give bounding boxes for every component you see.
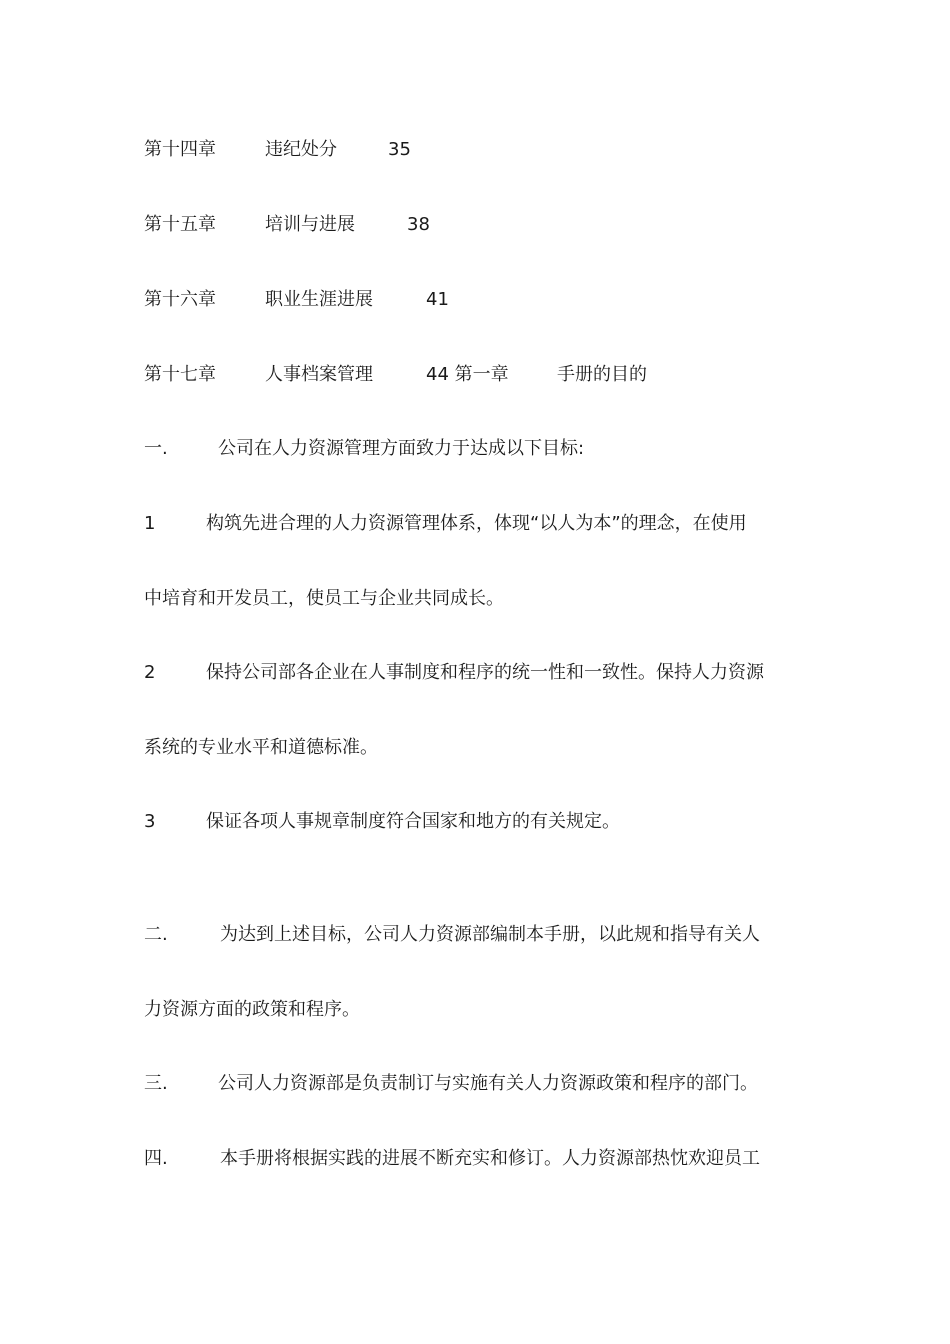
section-text: 为达到上述目标，公司人力资源部编制本手册，以此规和指导有关人 [220, 924, 760, 945]
item-text: 系统的专业水平和道德标准。 [144, 737, 378, 758]
toc-page: 44 第一章 [426, 364, 509, 385]
section-text: 本手册将根据实践的进展不断充实和修订。人力资源部热忱欢迎员工 [220, 1148, 760, 1169]
toc-page: 38 [407, 214, 430, 235]
toc-title: 违纪处分 [265, 139, 337, 160]
toc-title: 培训与进展 [265, 214, 355, 235]
item-text: 保持公司部各企业在人事制度和程序的统一性和一致性。保持人力资源 [206, 662, 764, 683]
toc-title: 职业生涯进展 [265, 289, 373, 310]
item-number: 2 [144, 662, 156, 683]
section-marker: 一. [144, 438, 168, 459]
toc-chapter: 第十五章 [144, 214, 216, 235]
toc-page: 35 [388, 139, 411, 160]
toc-chapter: 第十四章 [144, 139, 216, 160]
toc-chapter: 第十六章 [144, 289, 216, 310]
item-text: 构筑先进合理的人力资源管理体系，体现“以人为本”的理念，在使用 [206, 513, 747, 534]
item-number: 1 [144, 513, 156, 534]
item-number: 3 [144, 811, 156, 832]
chapter-title: 手册的目的 [557, 364, 647, 385]
section-marker: 四. [144, 1148, 168, 1169]
section-text: 力资源方面的政策和程序。 [144, 999, 360, 1020]
section-text: 公司人力资源部是负责制订与实施有关人力资源政策和程序的部门。 [218, 1073, 758, 1094]
item-text: 保证各项人事规章制度符合国家和地方的有关规定。 [206, 811, 620, 832]
toc-page: 41 [426, 289, 449, 310]
section-marker: 二. [144, 924, 168, 945]
toc-title: 人事档案管理 [265, 364, 373, 385]
item-text: 中培育和开发员工，使员工与企业共同成长。 [144, 588, 504, 609]
toc-chapter: 第十七章 [144, 364, 216, 385]
section-marker: 三. [144, 1073, 168, 1094]
section-text: 公司在人力资源管理方面致力于达成以下目标: [218, 438, 585, 459]
